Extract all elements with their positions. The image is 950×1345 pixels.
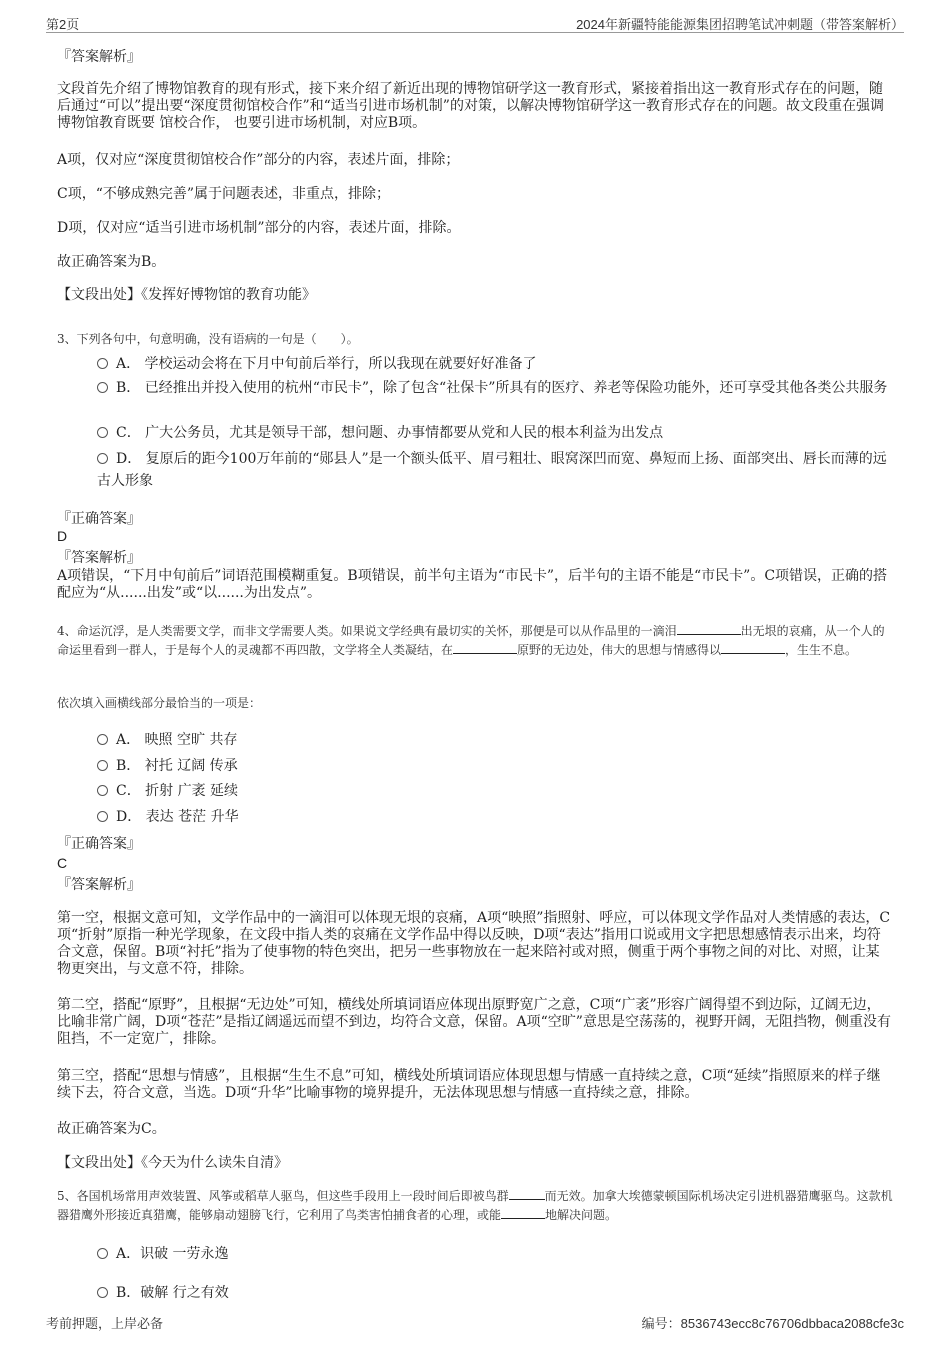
option-label: D． 复原后的距今100万年前的“郧县人”是一个额头低平、眉弓粗壮、眼窝深凹而宽、鼻短而上扬、面部突出、唇长而薄的远古人形象 [97,451,887,489]
q3-answer-label: 『正确答案』 [57,511,141,527]
option-label: C． 广大公务员，尤其是领导干部，想问题、办事情都要从党和人民的根本利益为出发点 [116,425,664,441]
q2-analysis-paragraph: 文段首先介绍了博物馆教育的现有形式，接下来介绍了新近出现的博物馆研学这一教育形式，紧接着指出这一教育形式存在的问题，随后通过“可以”提出要“深度贯彻馆校合作”和“适当引进市场机制”的对策，以解决博物馆研学这一教育形式存在的问题。故文段重在强调博物馆教育既要 馆校合作， 也要引进市场机制，对应B项。 [57,81,884,131]
q3-option-a[interactable] [97,353,892,375]
radio-icon[interactable] [97,1287,108,1298]
q4-answer: C [57,855,68,871]
q2-analysis-c: C项，“不够成熟完善”属于问题表述，非重点，排除； [57,186,391,202]
q3-answer: D [57,528,68,544]
q5-option-a[interactable] [97,1243,892,1265]
q4-stem-part: ，生生不息。 [785,643,858,657]
q4-option-d[interactable] [97,806,892,828]
option-label: A． 映照 空旷 共存 [116,732,238,748]
option-label: D． 表达 苍茫 升华 [116,809,239,825]
q4-stem-part: 4、命运沉浮，是人类需要文学，而非文学需要人类。如果说文学经典有最切实的关怀，那便是可以从作品里的一滴泪 [57,624,677,638]
q4-analysis-p1: 第一空，根据文意可知，文学作品中的一滴泪可以体现无垠的哀痛，A项“映照”指照射、呼应，可以体现文学作品对人类情感的表达，C项“折射”原指一种光学现象，在文段中指人类的哀痛在文学作品中得以反映，D项“表达”指用口说或用文字把思想感情表示出来，均符合文意，保留。B项“衬托”指为了使事物的特色突出，把另一些事物放在一起来陪衬或对照，侧重于两个事物之间的对比、对照，让某物更突出，与文意不符，排除。 [57,910,891,977]
q5-stem-part: 地解决问题。 [545,1208,618,1222]
radio-icon[interactable] [97,760,108,771]
q2-analysis-d: D项，仅对应“适当引进市场机制”部分的内容，表述片面，排除。 [57,220,461,236]
q4-stem-part: 出无垠的哀痛，从一个人的命运里看到一群人，于是每个人的灵魂都不再四散，文学将全人类凝结，在 [57,624,885,657]
q4-analysis-p2: 第二空，搭配“原野”，且根据“无边处”可知，横线处所填词语应体现出原野宽广之意，C项“广袤”形容广阔得望不到边际，辽阔无边，比喻非常广阔，D项“苍茫”是指辽阔遥远而望不到边，均符合文意，保留。A项“空旷”意思是空荡荡的，视野开阔，无阻挡物，侧重没有阻挡，不一定宽广，排除。 [57,997,891,1047]
radio-icon[interactable] [97,811,108,822]
radio-icon[interactable] [97,382,108,393]
blank-line [677,622,741,635]
q4-answer-label: 『正确答案』 [57,836,141,852]
radio-icon[interactable] [97,427,108,438]
blank-line [501,1206,545,1219]
q5-stem-part: 而无效。加拿大埃德蒙顿国际机场决定引进机器猎鹰驱鸟。这款机器猎鹰外形接近真猎鹰，能够扇动翅膀飞行，它利用了鸟类害怕捕食者的心理，或能 [57,1189,893,1222]
option-label: B． 已经推出并投入使用的杭州“市民卡”，除了包含“社保卡”所具有的医疗、养老等保险功能外，还可享受其他各类公共服务 [116,380,888,396]
option-label: A． 学校运动会将在下月中旬前后举行，所以我现在就要好好准备了 [116,356,537,372]
option-label: B．破解 行之有效 [116,1285,229,1301]
blank-line [509,1187,545,1200]
blank-line [721,641,785,654]
q3-option-b[interactable] [97,377,892,399]
option-label: A．识破 一劳永逸 [116,1246,229,1262]
document-id: 编号：8536743ecc8c76706dbbaca2088cfe3c [641,1316,904,1331]
q4-source: 【文段出处】《今天为什么读朱自清》 [57,1155,288,1171]
radio-icon[interactable] [97,785,108,796]
q2-analysis-label: 『答案解析』 [57,49,141,65]
q5-option-b[interactable] [97,1282,892,1304]
q5-stem [57,1187,893,1225]
radio-icon[interactable] [97,734,108,745]
q4-analysis-label: 『答案解析』 [57,877,141,893]
radio-icon[interactable] [97,1248,108,1259]
q4-conclusion: 故正确答案为C。 [57,1121,166,1137]
q4-stem [57,622,893,660]
q4-analysis-p3: 第三空，搭配“思想与情感”，且根据“生生不息”可知，横线处所填词语应体现思想与情感一直持续之意，C项“延续”指照原来的样子继续下去，符合文意，当选。D项“升华”比喻事物的境界提升，无法体现思想与情感一直持续之意，排除。 [57,1068,881,1101]
q3-option-c[interactable] [97,422,892,444]
option-label: B． 衬托 辽阔 传承 [116,758,238,774]
q4-instruction: 依次填入画横线部分最恰当的一项是： [57,696,262,710]
radio-icon[interactable] [97,358,108,369]
q2-source: 【文段出处】《发挥好博物馆的教育功能》 [57,287,316,303]
q4-option-c[interactable] [97,780,892,802]
q3-option-d[interactable] [97,448,892,492]
q3-analysis: A项错误，“下月中旬前后”词语范围模糊重复。B项错误，前半句主语为“市民卡”，后半句的主语不能是“市民卡”。C项错误，正确的搭配应为“从......出发”或“以......为出发点”。 [57,568,888,601]
q5-stem-part: 5、各国机场常用声效装置、风筝或稻草人驱鸟，但这些手段用上一段时间后即被鸟群 [57,1189,509,1203]
q2-conclusion: 故正确答案为B。 [57,254,166,270]
q4-stem-part: 原野的无边处，伟大的思想与情感得以 [517,643,722,657]
document-title: 2024年新疆特能能源集团招聘笔试冲刺题（带答案解析） [576,17,904,32]
q4-option-b[interactable] [97,755,892,777]
q3-stem: 3、下列各句中，句意明确，没有语病的一句是（ ）。 [57,332,359,346]
q2-analysis-a: A项，仅对应“深度贯彻馆校合作”部分的内容，表述片面，排除； [57,152,460,168]
option-label: C． 折射 广袤 延续 [116,783,239,799]
blank-line [453,641,517,654]
q4-option-a[interactable] [97,729,892,751]
footer-slogan: 考前押题，上岸必备 [46,1316,164,1331]
page-header [46,12,904,33]
page-number: 第2页 [46,17,80,32]
radio-icon[interactable] [97,453,108,464]
q3-analysis-label: 『答案解析』 [57,550,141,566]
